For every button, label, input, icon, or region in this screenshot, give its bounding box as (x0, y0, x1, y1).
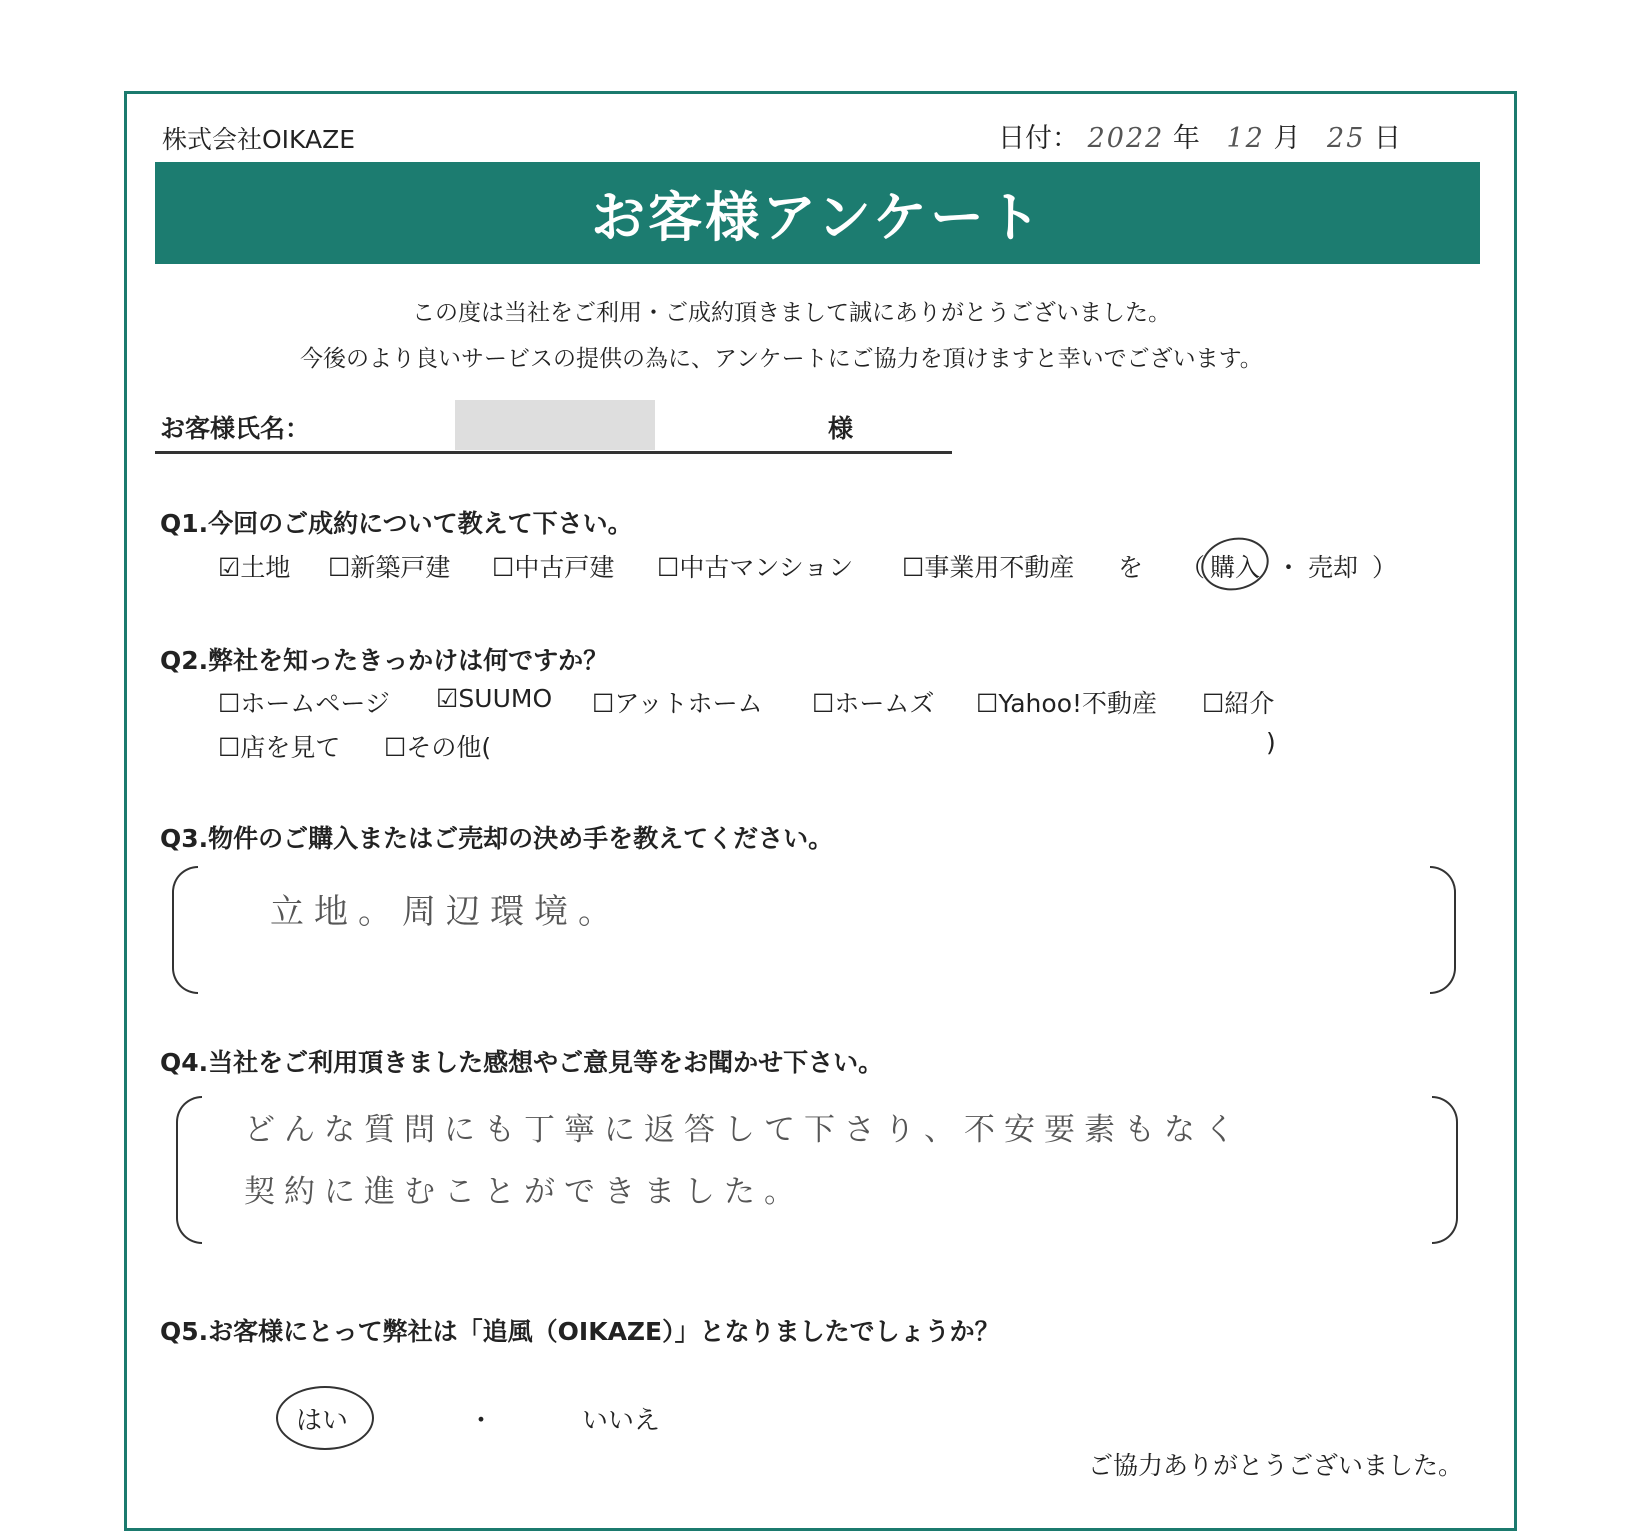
q3-bracket-left (172, 866, 198, 994)
q1-paren-close: ） (1372, 553, 1398, 582)
q4-question: Q4.当社をご利用頂きました感想やご意見等をお聞かせ下さい。 (160, 1048, 884, 1077)
q2-option-yahoo[interactable]: ☐Yahoo!不動産 (976, 689, 1158, 718)
customer-name-label: お客様氏名： (160, 414, 311, 443)
date-field (998, 116, 1401, 155)
date-month-unit: 月 (1273, 123, 1301, 154)
q1-sell[interactable]: 売却 (1308, 553, 1359, 582)
date-year: 2022 (1087, 123, 1165, 154)
q2-other-close: ) (1266, 728, 1276, 757)
q2-option-store[interactable]: ☐店を見て (218, 733, 341, 762)
q2-option-other[interactable]: ☐その他( (384, 733, 492, 762)
date-label: 日付： (998, 123, 1079, 154)
q5-question: Q5.お客様にとって弊社は「追風（OIKAZE）」となりましたでしょうか？ (160, 1317, 1000, 1346)
page-title: お客様アンケート (591, 185, 1044, 249)
intro-line-1: この度は当社をご利用・ご成約頂きまして誠にありがとうございました。 (412, 300, 1171, 326)
date-day-unit: 日 (1374, 123, 1401, 154)
q1-option-commercial[interactable]: ☐事業用不動産 (902, 553, 1075, 582)
q5-yes[interactable]: はい (296, 1406, 349, 1436)
q2-option-athome[interactable]: ☐アットホーム (592, 689, 763, 718)
thanks-message: ご協力ありがとうございました。 (1088, 1451, 1464, 1480)
q4-answer-line-1: どんな質問にも丁寧に返答して下さり、不安要素もなく (244, 1112, 1244, 1148)
company-name: 株式会社OIKAZE (162, 125, 356, 154)
q1-option-used-house[interactable]: ☐中古戸建 (492, 553, 615, 582)
q3-question: Q3.物件のご購入またはご売却の決め手を教えてください。 (160, 824, 834, 853)
q3-answer: 立地。周辺環境。 (270, 892, 622, 932)
intro-line-2: 今後のより良いサービスの提供の為に、アンケートにご協力を頂けますと幸いでございます。 (300, 346, 1263, 372)
title-banner (155, 162, 1480, 264)
q4-bracket-left (176, 1096, 202, 1244)
date-year-unit: 年 (1172, 123, 1200, 154)
q1-question: Q1.今回のご成約について教えて下さい。 (160, 509, 633, 538)
q3-bracket-right (1430, 866, 1456, 994)
q5-no[interactable]: いいえ (582, 1406, 661, 1436)
q2-option-homes[interactable]: ☐ホームズ (812, 689, 935, 718)
date-day: 25 (1327, 123, 1366, 154)
q1-paren-open: （ (1180, 553, 1206, 582)
q2-option-referral[interactable]: ☐紹介 (1202, 689, 1275, 718)
q1-wo: を (1118, 553, 1144, 582)
q1-buy[interactable]: 購入 (1210, 553, 1261, 582)
q2-option-homepage[interactable]: ☐ホームページ (218, 689, 390, 718)
q1-dot: ・ (1276, 553, 1302, 582)
q1-option-new-house[interactable]: ☐新築戸建 (328, 553, 451, 582)
date-month: 12 (1226, 123, 1265, 154)
q1-option-used-condo[interactable]: ☐中古マンション (657, 553, 854, 582)
q1-option-land[interactable]: ☑土地 (218, 553, 291, 582)
customer-name-suffix: 様 (828, 414, 854, 443)
q5-dot: ・ (468, 1406, 495, 1436)
q4-bracket-right (1432, 1096, 1458, 1244)
q4-answer-line-2: 契約に進むことができました。 (244, 1174, 804, 1210)
q2-question: Q2.弊社を知ったきっかけは何ですか？ (160, 646, 609, 675)
q2-option-suumo[interactable]: ☑SUUMO (436, 684, 553, 713)
name-underline (155, 451, 952, 454)
customer-name-redacted (455, 400, 655, 450)
